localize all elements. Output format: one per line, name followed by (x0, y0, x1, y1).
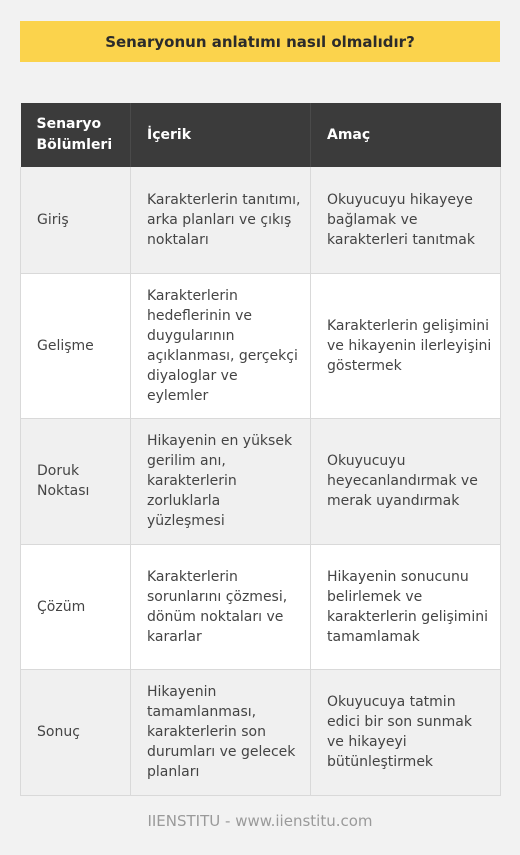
column-header-content: İçerik (131, 103, 311, 167)
cell-content: Karakterlerin sorunlarını çözmesi, dönüm noktaları ve kararlar (131, 544, 311, 669)
cell-section: Sonuç (21, 669, 131, 795)
cell-purpose: Hikayenin sonucunu belirlemek ve karakterlerin gelişimini tamamlamak (311, 544, 501, 669)
cell-content: Karakterlerin hedeflerinin ve duygularının açıklanması, gerçekçi diyaloglar ve eylemler (131, 273, 311, 418)
table-row (21, 273, 501, 418)
cell-content: Hikayenin en yüksek gerilim anı, karakterlerin zorluklarla yüzleşmesi (131, 418, 311, 544)
scenario-table (20, 103, 501, 796)
cell-purpose: Okuyucuya tatmin edici bir son sunmak ve hikayeyi bütünleştirmek (311, 669, 501, 795)
cell-content: Karakterlerin tanıtımı, arka planları ve çıkış noktaları (131, 167, 311, 273)
table-header-row (21, 103, 501, 167)
table-row (21, 418, 501, 544)
footer-text: IIENSTITU - www.iienstitu.com (147, 812, 373, 830)
table-row (21, 167, 501, 273)
table-row (21, 669, 501, 795)
column-header-sections: Senaryo Bölümleri (21, 103, 131, 167)
cell-purpose: Okuyucuyu hikayeye bağlamak ve karakterleri tanıtmak (311, 167, 501, 273)
cell-purpose: Karakterlerin gelişimini ve hikayenin ilerleyişini göstermek (311, 273, 501, 418)
cell-section: Çözüm (21, 544, 131, 669)
cell-purpose: Okuyucuyu heyecanlandırmak ve merak uyandırmak (311, 418, 501, 544)
column-header-purpose: Amaç (311, 103, 501, 167)
page-title: Senaryonun anlatımı nasıl olmalıdır? (105, 32, 415, 51)
cell-content: Hikayenin tamamlanması, karakterlerin son durumları ve gelecek planları (131, 669, 311, 795)
title-banner (20, 21, 500, 62)
cell-section: Giriş (21, 167, 131, 273)
table-row (21, 544, 501, 669)
cell-section: Doruk Noktası (21, 418, 131, 544)
cell-section: Gelişme (21, 273, 131, 418)
